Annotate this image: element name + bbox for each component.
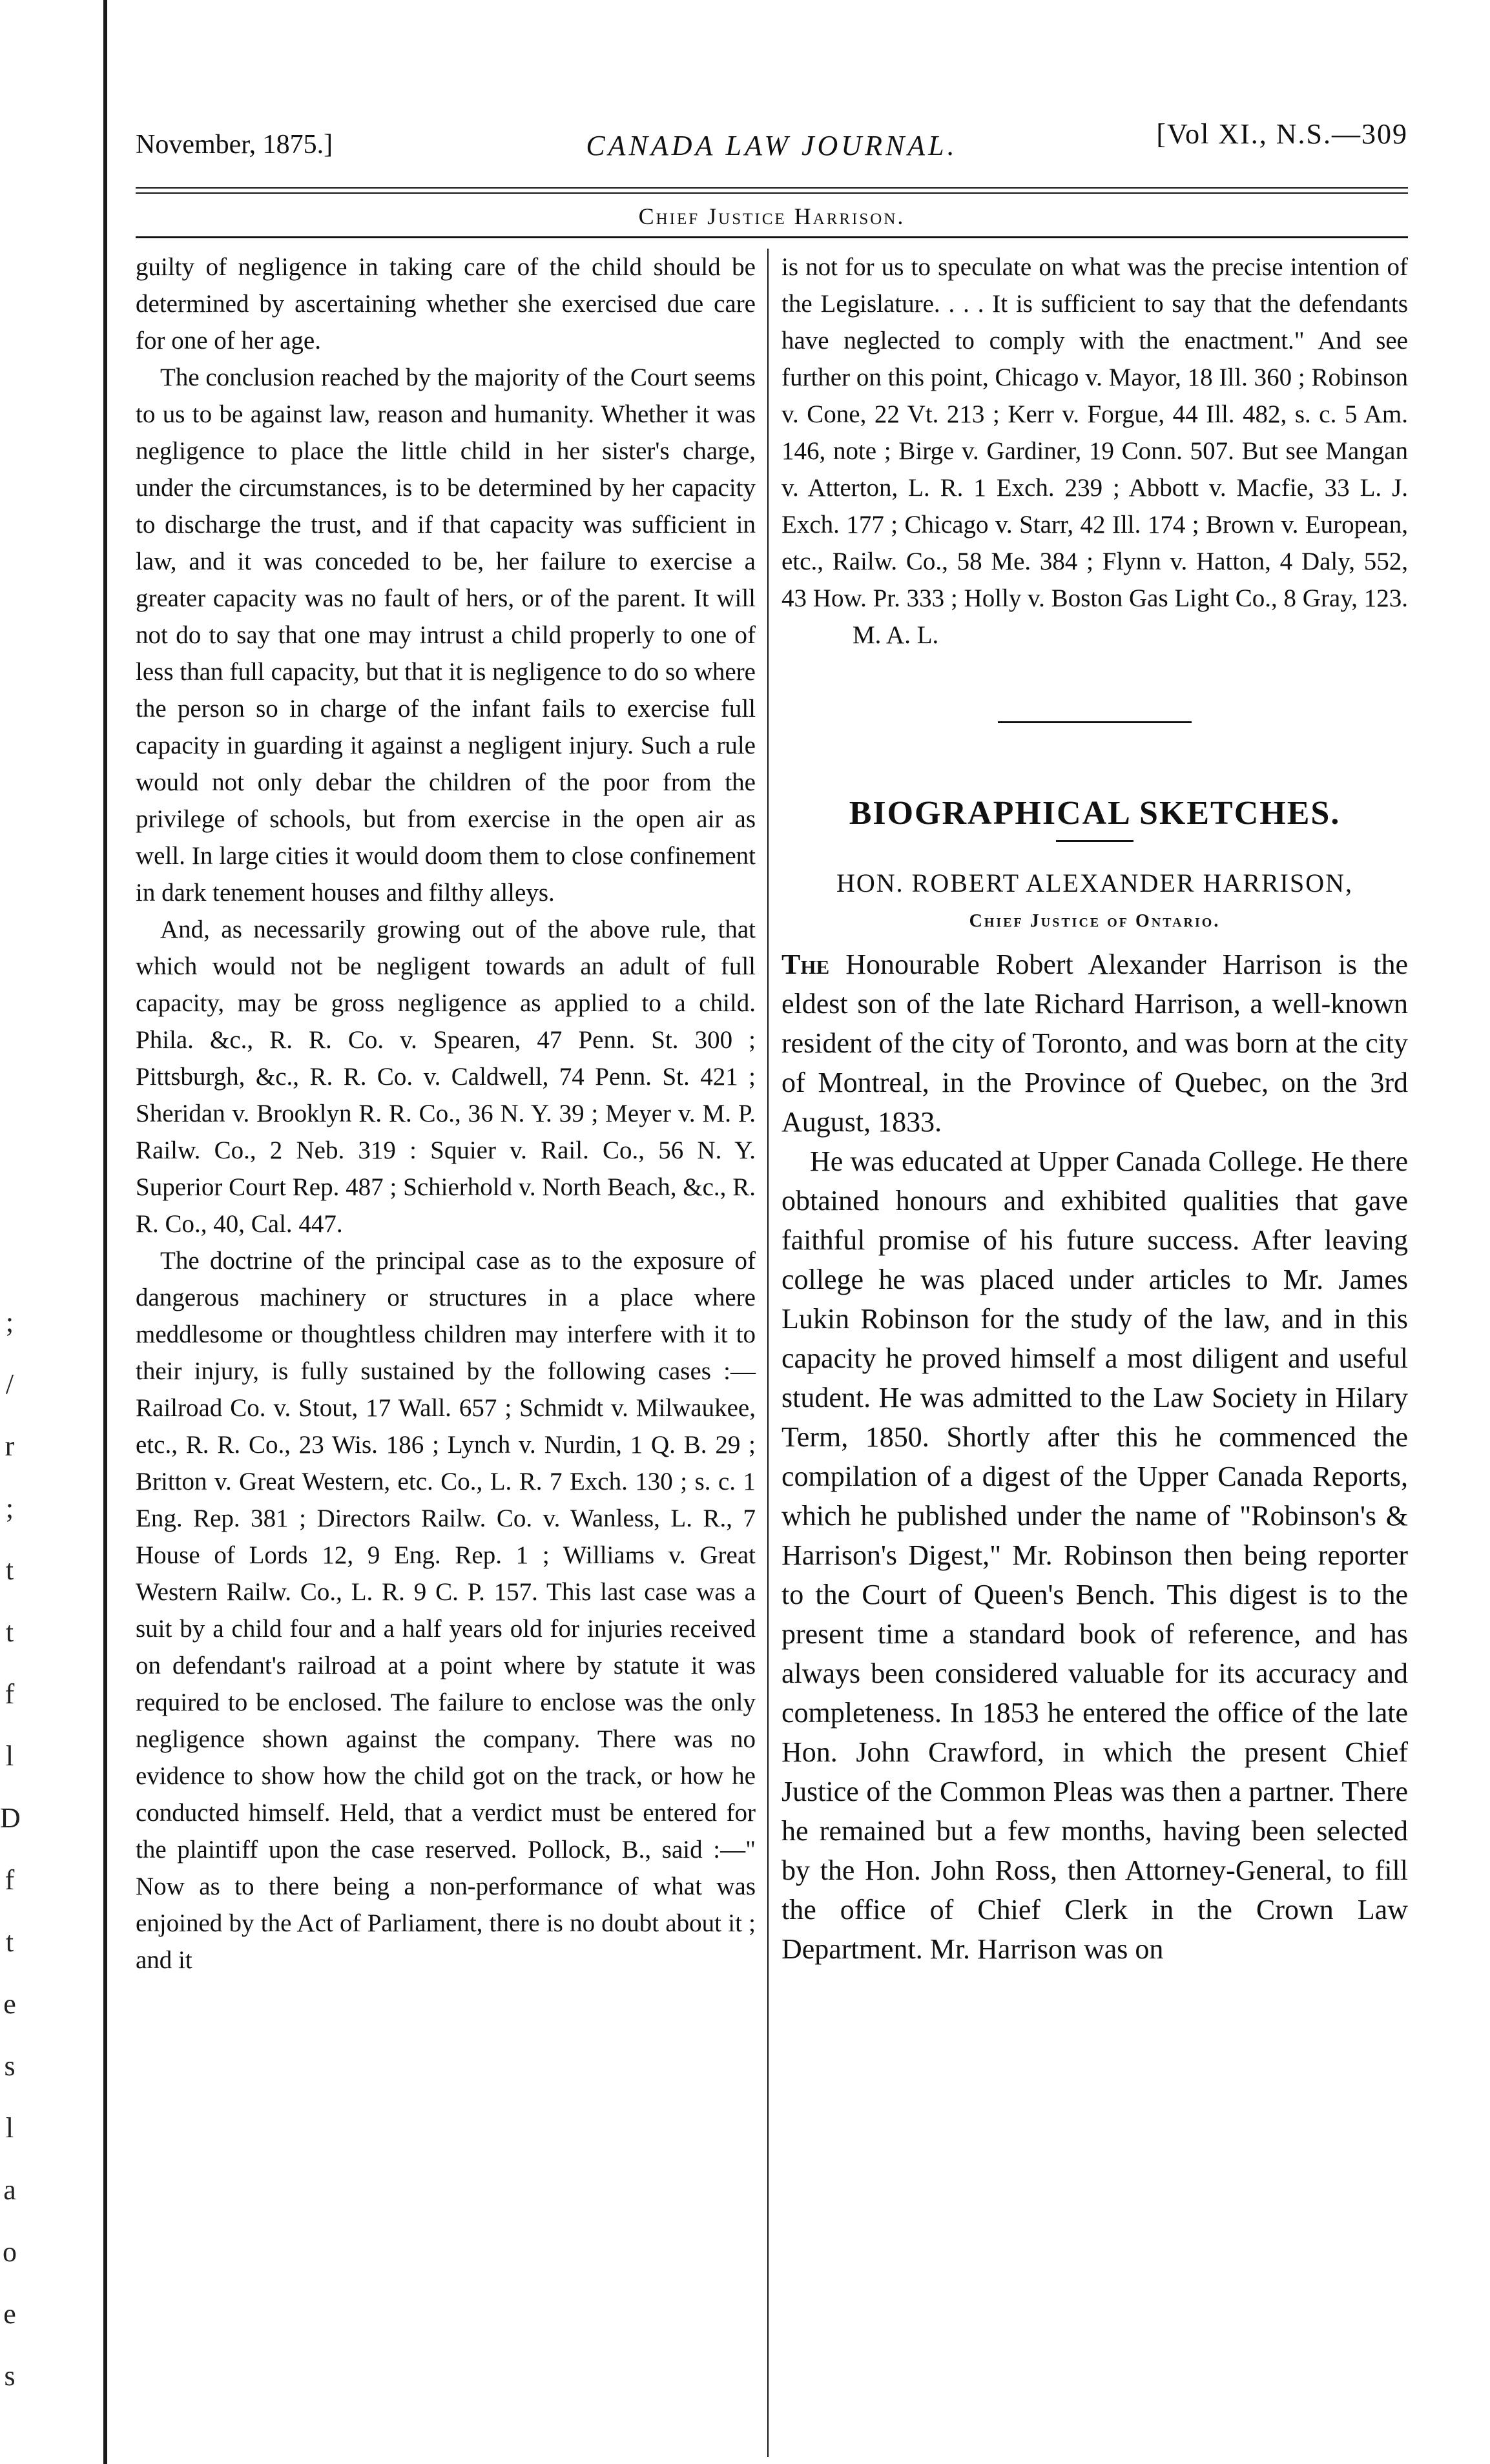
- margin-fragment: s: [4, 2360, 16, 2392]
- margin-fragment: ;: [5, 1306, 14, 1338]
- paragraph: guilty of negligence in taking care of the child should be determined by ascertaining whether she exercised due care for one of her age.: [136, 253, 756, 354]
- drop-word: The: [781, 949, 830, 980]
- issue-date: November, 1875.]: [136, 130, 333, 159]
- paragraph: [781, 249, 1408, 653]
- margin-fragment: l: [5, 2112, 14, 2144]
- journal-title: CANADA LAW JOURNAL.: [586, 130, 958, 161]
- margin-fragment: o: [3, 2236, 17, 2268]
- case-notes: [781, 249, 1408, 653]
- paragraph: And, as necessarily growing out of the above rule, that which would not be negligent towards an adult of full capacity, may be gross negligence as applied to a child. Phila. &c., R. R. Co. v. Spearen, 47 Penn. St. 300 ; Pittsburgh, &c., R. R. Co. v. Caldwell, 74 Penn. St. 421 ; Sheridan v. Brooklyn R. R. Co., 36 N. Y. 39 ; Meyer v. M. P. Railw. Co., 2 Neb. 319 : Squier v. Rail. Co., 56 N. Y. Superior Court Rep. 487 ; Schierhold v. North Beach, &c., R. R. Co., 40, Cal. 447.: [136, 916, 756, 1238]
- paragraph: The conclusion reached by the majority of the Court seems to us to be against law, reason and humanity. Whether it was negligence to place the little child in her sister's charge, under the circumstances, is to be determined by her capacity to discharge the trust, and if that capacity was sufficient in law, and it was conceded to be, her failure to exercise a greater capacity was no fault of hers, or of the parent. It will not do to say that one may intrust a child properly to one of less than full capacity, but that it is negligence to do so where the person so in charge of the infant fails to exercise full capacity in guarding it against a negligent injury. Such a rule would not only debar the children of the poor from the privilege of schools, but from exercise in the open air as well. In large cities it would doom them to close confinement in dark tenement houses and filthy alleys.: [136, 364, 756, 907]
- subject-office: Chief Justice of Ontario.: [969, 911, 1221, 931]
- paragraph: He was educated at Upper Canada College. He there obtained honours and exhibited qualities that gave faithful promise of his future success. After leaving college he was placed under articles to Mr. James Lukin Robinson for the study of the law, and in this capacity he proved himself a most diligent and useful student. He was admitted to the Law Society in Hilary Term, 1850. Shortly after this he commenced the compilation of a digest of the Upper Canada Reports, which he published under the name of "Robinson's & Harrison's Digest," Mr. Robinson then being reporter to the Court of Queen's Bench. This digest is to the present time a standard book of reference, and has always been considered valuable for its accuracy and completeness. In 1853 he entered the office of the late Hon. John Crawford, in which the present Chief Justice of the Common Pleas was then a partner. There he remained but a few months, having been selected by the Hon. John Ross, then Attorney-General, to fill the office of Chief Clerk in the Crown Law Department. Mr. Harrison was on: [781, 1145, 1408, 1965]
- running-head: [136, 118, 1408, 187]
- heading-rule: [1056, 840, 1133, 842]
- column-divider: [767, 249, 769, 2457]
- paragraph: [781, 945, 1408, 1142]
- margin-fragment: f: [5, 1678, 15, 1710]
- scan-edge: [103, 0, 107, 2464]
- journal-page: [136, 118, 1408, 1974]
- margin-fragment: a: [3, 2174, 16, 2206]
- margin-fragment: e: [3, 2298, 16, 2330]
- section-rule: [136, 236, 1408, 238]
- margin-fragment: ;: [5, 1492, 14, 1524]
- volume-page-number: [Vol XI., N.S.—309: [1156, 118, 1408, 150]
- margin-fragment: t: [5, 1926, 14, 1958]
- margin-fragment: e: [3, 1988, 16, 2020]
- margin-fragment: f: [5, 1864, 15, 1896]
- margin-fragment: r: [5, 1430, 15, 1462]
- section-heading: Chief Justice Harrison.: [638, 203, 905, 229]
- margin-fragment: D: [0, 1802, 21, 1834]
- margin-fragment: s: [4, 2050, 16, 2082]
- margin-fragment: l: [5, 1740, 14, 1772]
- divider-rule: [998, 721, 1192, 723]
- margin-fragment: t: [5, 1616, 14, 1648]
- continuation-text: is not for us to speculate on what was the precise intention of the Legislature. . . . It is sufficient to say that the defendants have neglected to comply with the enactment." And see further on this point, Chicago v. Mayor, 18 Ill. 360 ; Robinson v. Cone, 22 Vt. 213 ; Kerr v. Forgue, 44 Ill. 482, s. c. 5 Am. 146, note ; Birge v. Gardiner, 19 Conn. 507. But see Mangan v. Atterton, L. R. 1 Exch. 239 ; Abbott v. Macfie, 33 L. J. Exch. 177 ; Chicago v. Starr, 42 Ill. 174 ; Brown v. European, etc., Railw. Co., 58 Me. 384 ; Flynn v. Hatton, 4 Daly, 552, 43 How. Pr. 333 ; Holly v. Boston Gas Light Co., 8 Gray, 123.: [781, 253, 1408, 612]
- margin-fragments: [0, 1291, 19, 2407]
- subject-name: HON. ROBERT ALEXANDER HARRISON,: [836, 868, 1353, 898]
- paragraph-text: Honourable Robert Alexander Harrison is the eldest son of the late Richard Harrison, a well-known resident of the city of Toronto, and was born at the city of Montreal, in the Province of Quebec, on the 3rd August, 1833.: [781, 949, 1408, 1138]
- biographical-sketches-heading: BIOGRAPHICAL SKETCHES.: [849, 795, 1341, 832]
- margin-fragment: /: [5, 1368, 14, 1400]
- margin-fragment: t: [5, 1554, 14, 1586]
- header-rule: [136, 187, 1408, 194]
- paragraph: The doctrine of the principal case as to the exposure of dangerous machinery or structures in a place where meddlesome or thoughtless children may interfere with it to their injury, is fully sustained by the following cases :—Railroad Co. v. Stout, 17 Wall. 657 ; Schmidt v. Milwaukee, etc., R. R. Co., 23 Wis. 186 ; Lynch v. Nurdin, 1 Q. B. 29 ; Britton v. Great Western, etc. Co., L. R. 7 Exch. 130 ; s. c. 1 Eng. Rep. 381 ; Directors Railw. Co. v. Wanless, L. R., 7 House of Lords 12, 9 Eng. Rep. 1 ; Williams v. Great Western Railw. Co., L. R. 9 C. P. 157. This last case was a suit by a child four and a half years old for injuries received on defendant's railroad at a point where by statute it was required to be enclosed. The failure to enclose was the only negligence shown against the company. There was no evidence to show how the child got on the track, or how he conducted himself. Held, that a verdict must be entered for the plaintiff upon the case reserved. Pollock, B., said :—" Now as to there being a non-performance of what was enjoined by the Act of Parliament, there is no doubt about it ; and it: [136, 1247, 756, 1974]
- biography: [781, 945, 1408, 1969]
- left-column: [136, 249, 756, 1978]
- signature: M. A. L.: [853, 621, 939, 649]
- right-column: [781, 249, 1408, 1969]
